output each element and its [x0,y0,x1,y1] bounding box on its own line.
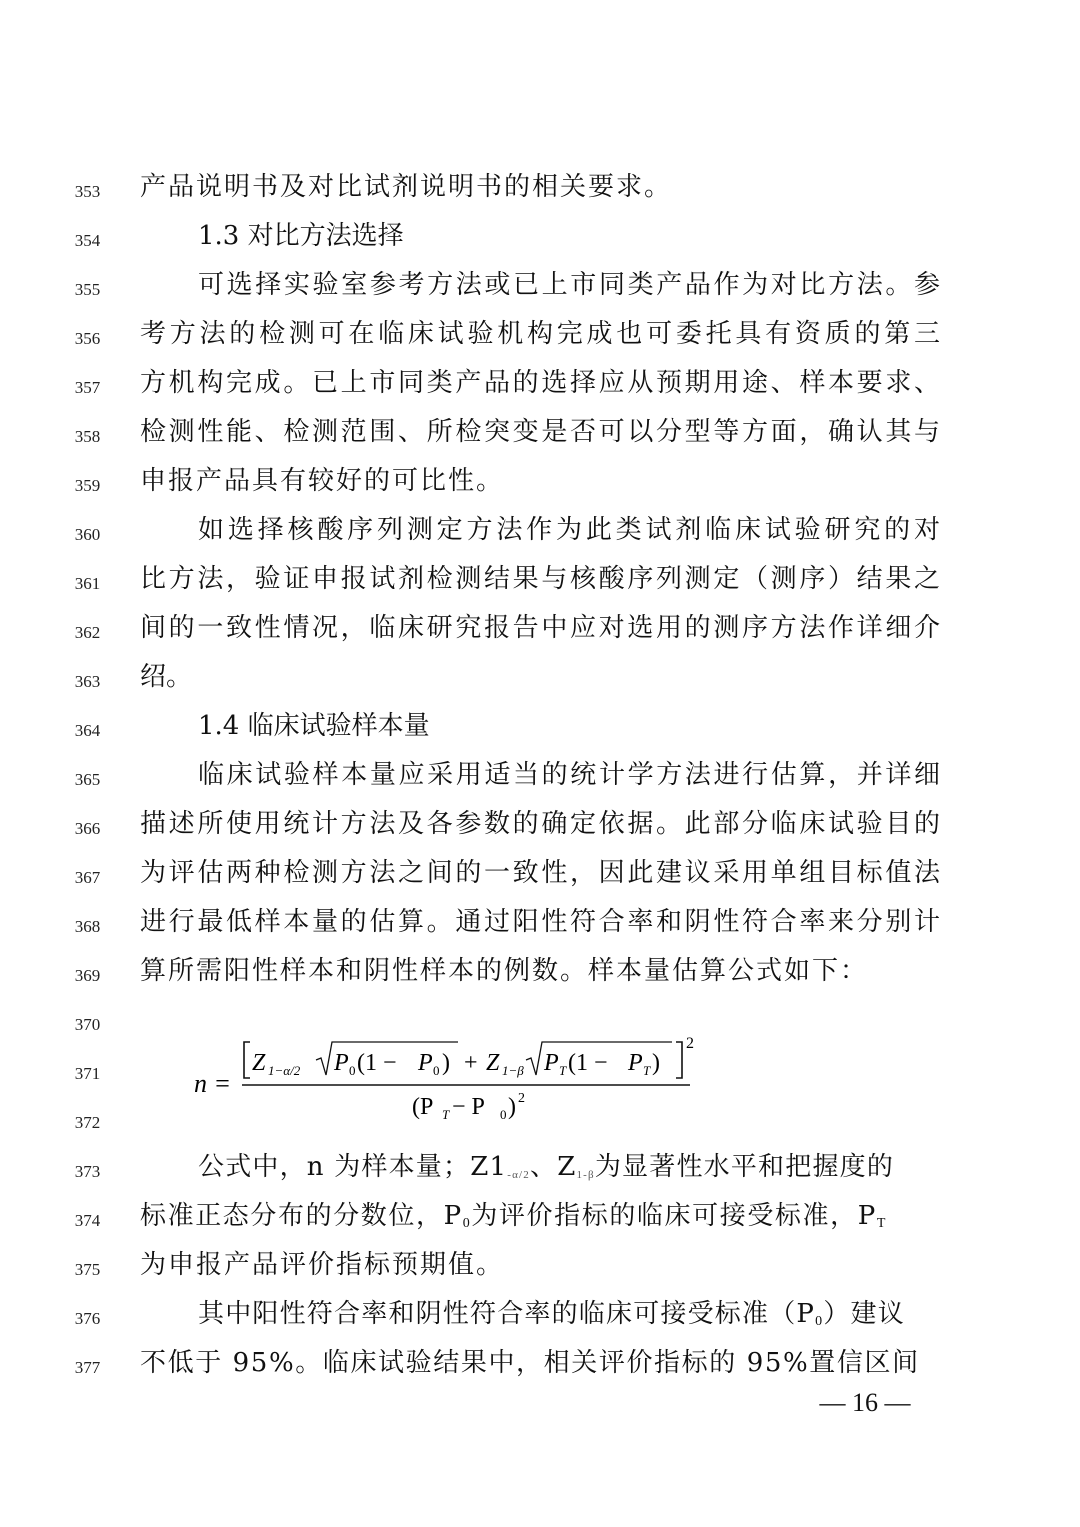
line-text: 为申报产品评价指标预期值。 [140,1250,505,1280]
text-line [0,268,1080,308]
formula-pt-b-sub: T [643,1063,651,1078]
text-segment: ）建议 [823,1299,905,1329]
page-number: — 16 — [819,1388,911,1417]
line-number: 365 [74,770,101,789]
text-line [0,219,1080,259]
text-line [0,513,1080,553]
formula-exponent: 2 [686,1035,694,1052]
formula-den-sub-0: 0 [500,1107,507,1120]
text-line [0,758,1080,798]
formula-den-mid: − P [452,1094,485,1120]
text-line [0,1150,1080,1190]
text-line [0,611,1080,651]
formula-z2: Z [486,1050,500,1076]
line-text [198,1297,940,1339]
section-heading: 1.3 对比方法选择 [198,221,404,251]
formula-den-open: (P [412,1094,434,1120]
line-number: 359 [74,476,101,495]
line-text: 比方法，验证申报试剂检测结果与核酸序列测定（测序）结果之 [140,564,940,594]
text-segment: 公式中，n 为样本量；Z1 [198,1152,508,1182]
formula-den-close: ) [508,1094,516,1120]
line-text: 间的一致性情况，临床研究报告中应对选用的测序方法作详细介 [140,613,940,643]
text-line [0,660,1080,700]
formula-p0-b: P [418,1050,433,1076]
subscript: 1-β [576,1169,595,1181]
formula-z1-sub: 1−α/2 [268,1063,301,1078]
text-line [0,464,1080,504]
line-number: 356 [74,329,101,348]
line-number: 364 [74,721,101,740]
formula-z2-sub: 1−β [502,1063,524,1078]
line-number: 373 [74,1162,101,1181]
formula-den-sub-t: T [442,1107,450,1120]
line-number: 357 [74,378,101,397]
sample-size-formula [190,1030,710,1120]
line-text [140,1199,940,1241]
line-text: 描述所使用统计方法及各参数的确定依据。此部分临床试验目的 [140,809,940,839]
line-text [198,1150,940,1192]
formula-one-minus-b: (1 − [568,1050,608,1076]
line-number: 370 [74,1015,101,1034]
line-number: 376 [74,1309,101,1328]
line-text: 检测性能、检测范围、所检突变是否可以分型等方面，确认其与 [140,417,940,447]
text-line [0,1297,1080,1337]
line-text: 考方法的检测可在临床试验机构完成也可委托具有资质的第三 [140,319,940,349]
formula-plus: + [464,1050,478,1076]
svg-text:): ) [442,1050,450,1076]
subscript: 0 [462,1216,472,1231]
line-text: 算所需阳性样本和阴性样本的例数。样本量估算公式如下： [140,956,869,986]
line-number: 362 [74,623,101,642]
line-number: 374 [74,1211,101,1230]
line-number: 360 [74,525,101,544]
line-number: 368 [74,917,101,936]
line-number: 358 [74,427,101,446]
line-text: 方机构完成。已上市同类产品的选择应从预期用途、样本要求、 [140,368,940,398]
line-number: 377 [74,1358,101,1377]
text-line [0,1346,1080,1386]
line-number: 354 [74,231,101,250]
subscript: T [876,1216,887,1231]
formula-pt: P [544,1050,559,1076]
line-number: 375 [74,1260,101,1279]
line-text: 进行最低样本量的估算。通过阳性符合率和阴性符合率来分别计 [140,907,940,937]
text-line [0,905,1080,945]
line-text: 如选择核酸序列测定方法作为此类试剂临床试验研究的对 [198,515,940,545]
line-text: 绍。 [140,662,193,692]
text-line [0,709,1080,749]
line-number: 355 [74,280,101,299]
formula-one-minus: (1 − [357,1050,397,1076]
text-line [0,807,1080,847]
formula-z1: Z [252,1050,266,1076]
line-text: 为评估两种检测方法之间的一致性，因此建议采用单组目标值法 [140,858,940,888]
line-number: 369 [74,966,101,985]
text-line [0,317,1080,357]
svg-text:): ) [652,1050,660,1076]
text-line [0,954,1080,994]
text-line [0,415,1080,455]
subscript: 0 [815,1314,824,1329]
formula-den-exp: 2 [518,1091,525,1106]
line-number: 367 [74,868,101,887]
section-heading: 1.4 临床试验样本量 [198,711,430,741]
formula-p0: P [334,1050,349,1076]
formula-pt-sub: T [559,1063,567,1078]
text-segment: 标准正态分布的分数位，P [140,1201,463,1231]
text-segment: 为评价指标的临床可接受标准，P [471,1201,877,1231]
formula-pt-b: P [628,1050,643,1076]
text-line [0,366,1080,406]
text-line [0,856,1080,896]
line-text: 可选择实验室参考方法或已上市同类产品作为对比方法。参 [198,270,940,300]
line-text: 临床试验样本量应采用适当的统计学方法进行估算，并详细 [198,760,940,790]
text-line [0,1199,1080,1239]
text-line [0,562,1080,602]
line-number: 372 [74,1113,101,1132]
formula-lhs: n = [194,1069,232,1098]
line-number: 363 [74,672,101,691]
line-number: 371 [74,1064,101,1083]
line-number: 361 [74,574,101,593]
text-line [0,170,1080,210]
text-segment: 为显著性水平和把握度的 [594,1152,895,1182]
line-text: 不低于 95%。临床试验结果中，相关评价指标的 95%置信区间 [140,1348,920,1378]
line-text: 申报产品具有较好的可比性。 [140,466,505,496]
formula-p0-b-sub: 0 [433,1063,440,1078]
line-number: 366 [74,819,101,838]
line-text: 产品说明书及对比试剂说明书的相关要求。 [140,172,673,202]
text-line [0,1248,1080,1288]
line-number: 353 [74,182,101,201]
formula-p0-sub: 0 [349,1063,356,1078]
text-segment: 其中阳性符合率和阴性符合率的临床可接受标准（P [198,1299,816,1329]
text-segment: 、Z [530,1152,577,1182]
subscript: -α/2 [507,1169,531,1181]
